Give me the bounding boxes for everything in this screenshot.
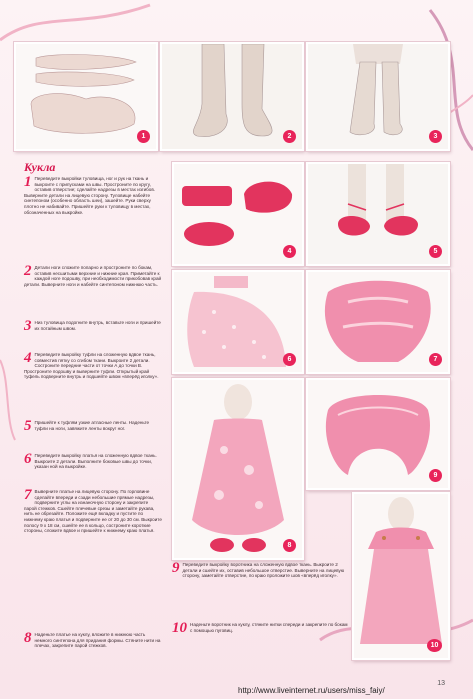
legs-attached-illustration xyxy=(308,44,448,149)
step-number: 2 xyxy=(24,263,32,279)
photo-2 xyxy=(160,42,304,151)
step-8 xyxy=(24,632,162,649)
step-7 xyxy=(24,489,162,534)
photo-4 xyxy=(172,162,304,266)
legs-illustration xyxy=(162,44,302,149)
photo-number: 3 xyxy=(429,130,442,143)
photo-9 xyxy=(306,378,450,490)
step-number: 7 xyxy=(24,487,32,503)
source-url: http://www.liveinternet.ru/users/miss_faiy/ xyxy=(238,686,385,695)
photo-number: 8 xyxy=(283,539,296,552)
step-6 xyxy=(24,453,162,470)
photo-8 xyxy=(172,378,304,560)
photo-6 xyxy=(172,270,304,374)
photo-number: 9 xyxy=(429,469,442,482)
photo-7 xyxy=(306,270,450,374)
step-text: Наденьте платье на куклу, вложите в нижнюю часть немного синтепона для придания формы. Стяните нити на плечах, закрепите парой стежков. xyxy=(34,632,161,649)
step-1 xyxy=(24,176,162,215)
step-number: 3 xyxy=(24,318,32,334)
finished-doll-illustration xyxy=(354,494,448,658)
step-number: 8 xyxy=(24,630,32,646)
page-number: 13 xyxy=(437,680,445,687)
step-text: Переведите выкройки туловища, ног и рук на ткань и выкроите с припусками на швы. Простроните по кругу, оставив отверстие; сделайте надрезы в местах изгибов. Выверните детали на лицевую сторону. Туловище набейте синтепоном (особенно область шеи), зашейте. Руки сверху плотно не набивайте. Пришейте руки к туловищу в местах, обозначенных на выкройке. xyxy=(24,176,156,215)
step-3 xyxy=(24,320,162,333)
step-number: 10 xyxy=(172,620,187,636)
photo-10 xyxy=(352,492,450,660)
step-number: 6 xyxy=(24,451,32,467)
caption-9 xyxy=(172,562,348,579)
section-heading: Кукла xyxy=(24,160,56,174)
doll-in-dress-illustration xyxy=(174,380,302,558)
step-5 xyxy=(24,420,162,433)
photo-5 xyxy=(306,162,450,266)
step-number: 5 xyxy=(24,418,32,434)
step-number: 4 xyxy=(24,350,32,366)
photo-number: 4 xyxy=(283,245,296,258)
step-text: Пришейте к туфлям узкие атласные ленты. Наденьте туфли на ноги, завяжите ленты вокруг ног. xyxy=(34,420,150,431)
photo-number: 5 xyxy=(429,245,442,258)
step-number: 1 xyxy=(24,174,32,190)
caption-text: Переведите выкройку воротника на сложенную вдвое ткань. Выкроите 2 детали и сшейте их, оставив небольшое отверстие. Выверните на лицевую сторону, заметайте отверстие, по краю проложите шов «вперёд иголку». xyxy=(182,562,345,579)
photo-number: 10 xyxy=(427,639,442,652)
step-2 xyxy=(24,265,162,287)
caption-text: Наденьте воротник на куклу, стяните нитки спереди и закрепите по бокам с помощью пуговиц. xyxy=(190,622,348,633)
photo-3 xyxy=(306,42,450,151)
collar-illustration xyxy=(308,380,448,488)
photo-1 xyxy=(14,42,158,151)
shoes-on-illustration xyxy=(308,164,448,264)
photo-number: 6 xyxy=(283,353,296,366)
pattern-pieces-illustration xyxy=(16,44,156,149)
step-text: Переведите выкройку туфли на сложенную вдвое ткань, совместив пятку со сгибом ткани. Выкроите 2 детали. Состроните передние части от точки А до точки В. Простроните подошву и выверните туфли. Открытый край туфель подверните внутрь и подшейте швом «вперёд иголку». xyxy=(24,352,159,380)
photo-number: 1 xyxy=(137,130,150,143)
step-4 xyxy=(24,352,162,380)
photo-number: 2 xyxy=(283,130,296,143)
step-number: 9 xyxy=(172,560,180,576)
step-text: Детали ноги сложите попарно и простроните по бокам, оставив несшитыми верхние и нижние края. Приметайте к каждой ноге подошву, при необходимости прикобовав край детали. Выверните ноги и набейте синтепоном нижнюю часть. xyxy=(24,265,162,287)
step-text: Низ туловища подогните внутрь, вставьте ноги и пришейте их потайным швом. xyxy=(34,320,161,331)
step-text: Переведите выкройку платья на сложенную вдвое ткань. Выкроите 2 детали. Выполните боковые швы до точки, указан ной на выкройке. xyxy=(34,453,157,470)
step-text: Выверните платье на лицевую сторону. По горловине сделайте впереди и сзади небольшие прямые надрезы, подверните углы на изнаночную сторону и закрепите парой стежков. Сшейте плечевые срезы и заметайте рукава, нить не обрезайте. Положите ещё вкладку и пустите по нижнему краю платья и подверните ее от 20 до 30 см. Выкроите полосу 9 х 18 см, сшейте ее в кольцо, состроните короткие стороны, сложите вдвое и пришейте к нижнему краю платья. xyxy=(24,489,162,534)
dress-gathered-illustration xyxy=(308,272,448,372)
photo-number: 7 xyxy=(429,353,442,366)
caption-10 xyxy=(172,622,348,635)
